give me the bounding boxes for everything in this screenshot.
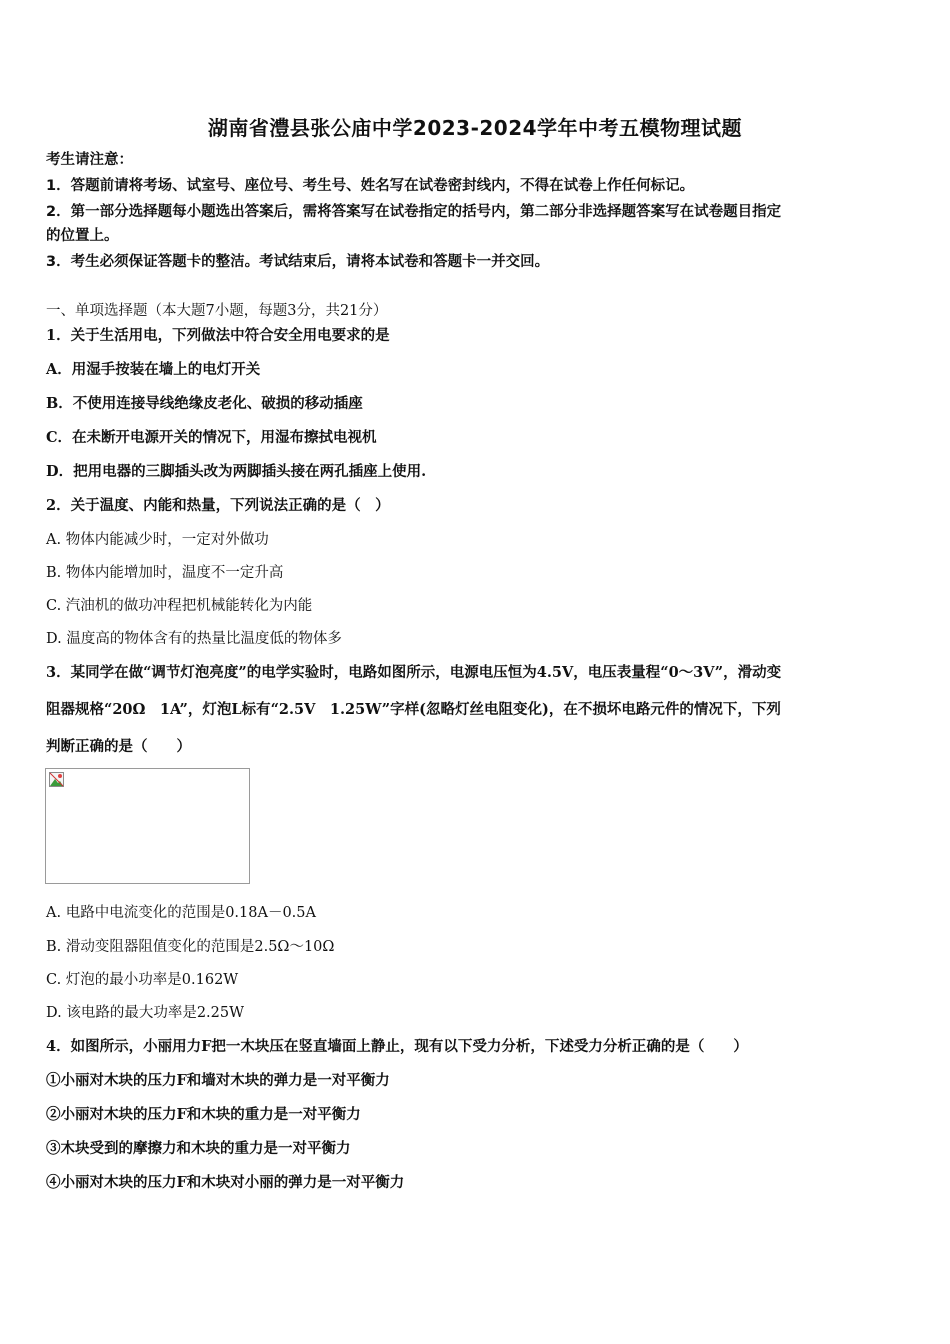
question-option: C. 灯泡的最小功率是0.162W <box>46 972 239 988</box>
question-option: B．不使用连接导线绝缘皮老化、破损的移动插座 <box>46 395 363 412</box>
question-option: D．把用电器的三脚插头改为两脚插头接在两孔插座上使用. <box>46 463 427 480</box>
question-stem: 判断正确的是（ ） <box>46 738 191 755</box>
question-option: ④小丽对木块的压力F和木块对小丽的弹力是一对平衡力 <box>46 1174 405 1191</box>
notice-item: 1．答题前请将考场、试室号、座位号、考生号、姓名写在试卷密封线内，不得在试卷上作任何标记。 <box>46 178 695 194</box>
question-option: D. 该电路的最大功率是2.25W <box>46 1005 245 1021</box>
notice-item: 2．第一部分选择题每小题选出答案后，需将答案写在试卷指定的括号内，第二部分非选择题答案写在试卷题目指定 <box>46 204 782 220</box>
question-option: D. 温度高的物体含有的热量比温度低的物体多 <box>46 631 342 647</box>
notice-item: 3．考生必须保证答题卡的整洁。考试结束后，请将本试卷和答题卡一并交回。 <box>46 254 550 270</box>
circuit-diagram-image <box>45 768 250 884</box>
notice-item: 的位置上。 <box>46 228 119 244</box>
question-stem: 阻器规格“20Ω 1A”，灯泡L标有“2.5V 1.25W”字样(忽略灯丝电阻变化)，在不损坏电路元件的情况下，下列 <box>46 701 781 718</box>
question-option: A. 物体内能减少时，一定对外做功 <box>46 532 269 548</box>
question-stem: 1．关于生活用电，下列做法中符合安全用电要求的是 <box>46 327 390 344</box>
question-stem: 4．如图所示，小丽用力F把一木块压在竖直墙面上静止，现有以下受力分析，下述受力分析正确的是（ ） <box>46 1038 748 1055</box>
notice-heading: 考生请注意： <box>46 152 133 168</box>
question-option: C．在未断开电源开关的情况下，用湿布擦拭电视机 <box>46 429 377 446</box>
section-heading: 一、单项选择题（本大题7小题，每题3分，共21分） <box>46 303 388 319</box>
question-option: C. 汽油机的做功冲程把机械能转化为内能 <box>46 598 313 614</box>
question-stem: 2．关于温度、内能和热量，下列说法正确的是（ ） <box>46 497 390 514</box>
question-stem: 3．某同学在做“调节灯泡亮度”的电学实验时，电路如图所示，电源电压恒为4.5V，电压表量程“0～3V”，滑动变 <box>46 664 782 681</box>
question-option: B. 物体内能增加时，温度不一定升高 <box>46 565 284 581</box>
question-option: ③木块受到的摩擦力和木块的重力是一对平衡力 <box>46 1140 351 1157</box>
question-option: A. 电路中电流变化的范围是0.18A－0.5A <box>46 905 316 921</box>
exam-title: 湖南省澧县张公庙中学2023-2024学年中考五模物理试题 <box>207 116 743 140</box>
question-option: B. 滑动变阻器阻值变化的范围是2.5Ω～10Ω <box>46 939 335 955</box>
question-option: ①小丽对木块的压力F和墙对木块的弹力是一对平衡力 <box>46 1072 390 1089</box>
question-option: A．用湿手按装在墙上的电灯开关 <box>46 361 261 378</box>
broken-image-icon <box>49 772 64 787</box>
question-option: ②小丽对木块的压力F和木块的重力是一对平衡力 <box>46 1106 361 1123</box>
